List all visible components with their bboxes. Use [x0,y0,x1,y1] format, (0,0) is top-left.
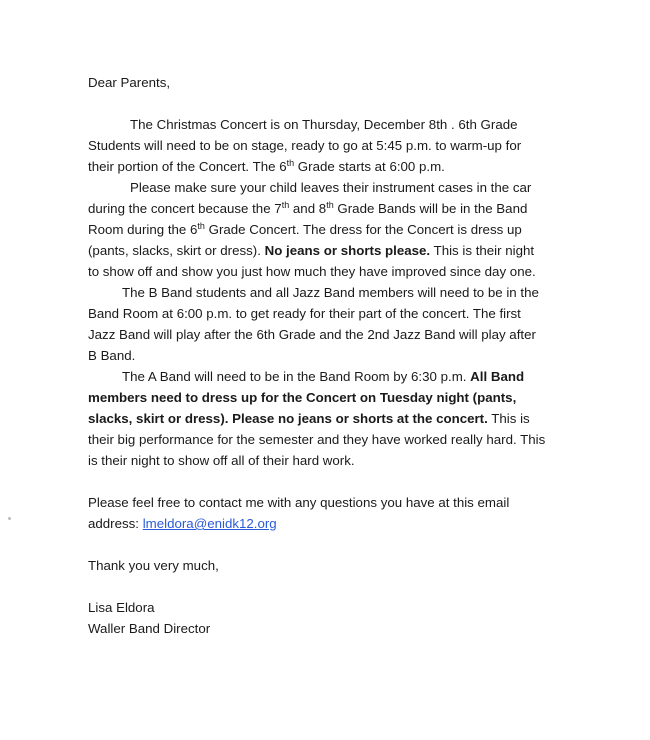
paragraph-text: Grade Bands will be in the Band Room during the 6 [88,201,528,237]
dress-code-emphasis: No jeans or shorts please. [264,243,431,258]
paragraph-b-band: The B Band students and all Jazz Band members will need to be in the Band Room at 6:00 p.m. to get ready for their part of the concert. The first Jazz Band will play after the 6th Grade and the 2nd Jazz Band will play after B Band. [88,285,539,363]
paragraph-text: Grade starts at 6:00 p.m. [294,159,445,174]
paragraph-text: and 8 [289,201,327,216]
signature-title: Waller Band Director [88,621,211,636]
ordinal-suffix: th [326,200,334,210]
closing: Thank you very much, [88,558,219,573]
paragraph-concert-date [88,114,548,177]
paragraph-text: This is their night to show off and show you just how much they have improved since day one. [88,243,536,279]
paragraph-text: Grade Concert. The dress for the Concert is dress up (pants, slacks, skirt or dress). [88,222,522,258]
ordinal-suffix: th [281,200,290,210]
signature-name: Lisa Eldora [88,600,155,615]
paragraph-text: Please make sure your child leaves their instrument cases in the car during the concert because the 7 [88,180,532,216]
paragraph-text: The Christmas Concert is on Thursday, December 8th . 6th Grade Students will need to be on stage, ready to go at 5:45 p.m. to warm-up for their portion of the Concert. The 6 [88,117,522,174]
paragraph-a-band [88,366,548,471]
ordinal-suffix: th [197,221,205,231]
signature-block [88,597,548,639]
paragraph-text: This is their big performance for the semester and they have worked really hard. This is their night to show off all of their hard work. [88,411,546,468]
email-link[interactable]: lmeldora@enidk12.org [142,516,277,531]
dress-code-emphasis: All Band members need to dress up for the Concert on Tuesday night (pants, slacks, skirt or dress). Please no jeans or shorts at the concert. [88,369,525,426]
contact-text: Please feel free to contact me with any questions you have at this email address: [88,495,510,531]
scan-speck [8,517,11,520]
ordinal-suffix: th [286,158,295,168]
paragraph-text: The A Band will need to be in the Band Room by 6:30 p.m. [122,369,471,384]
letter-body [88,72,548,639]
paragraph-instrument-cases [88,177,548,282]
salutation: Dear Parents, [88,75,171,90]
contact-paragraph [88,492,548,534]
